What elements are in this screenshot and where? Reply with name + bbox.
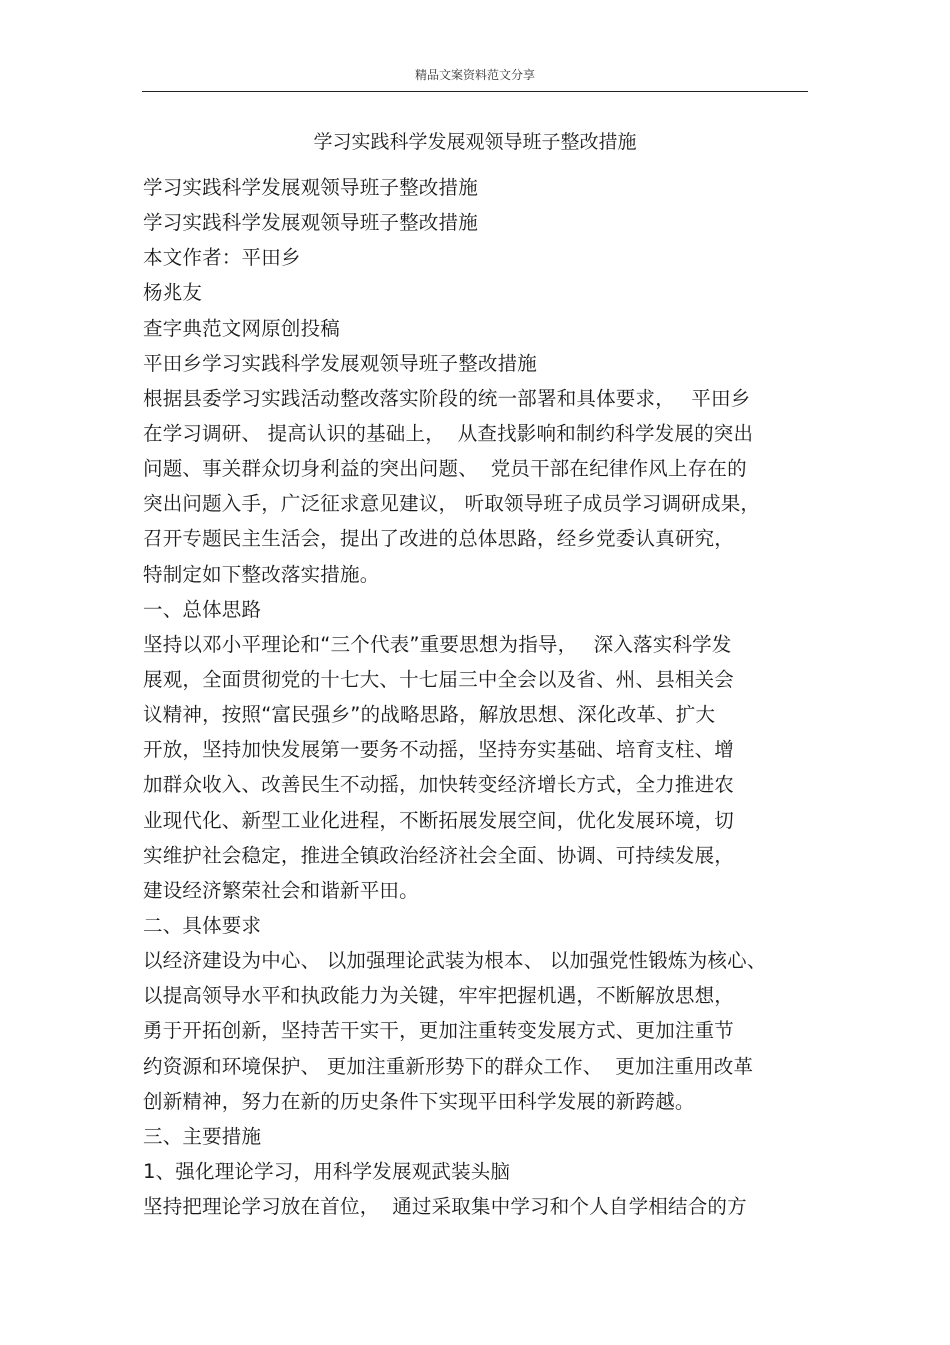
paragraph-line: 建设经济繁荣社会和谐新平田。	[143, 878, 419, 902]
paragraph-line: 根据县委学习实践活动整改落实阶段的统一部署和具体要求， 平田乡	[143, 386, 751, 410]
paragraph-line: 创新精神，努力在新的历史条件下实现平田科学发展的新跨越。	[143, 1089, 695, 1113]
paragraph-line: 加群众收入、改善民生不动摇，加快转变经济增长方式，全力推进农	[143, 773, 735, 797]
page-header: 精品文案资料范文分享	[414, 68, 535, 82]
paragraph-line: 开放，坚持加快发展第一要务不动摇，坚持夯实基础、培育支柱、增	[143, 738, 735, 762]
section-heading: 二、具体要求	[143, 913, 262, 937]
text-line: 平田乡学习实践科学发展观领导班子整改措施	[143, 351, 538, 375]
paragraph-line: 展观，全面贯彻党的十七大、十七届三中全会以及省、州、县相关会	[143, 667, 735, 691]
paragraph-line: 召开专题民主生活会，提出了改进的总体思路，经乡党委认真研究，	[143, 527, 735, 551]
paragraph-line: 约资源和环境保护、 更加注重新形势下的群众工作、 更加注重用改革	[143, 1054, 754, 1078]
author-line: 本文作者：平田乡	[143, 246, 301, 270]
paragraph-line: 实维护社会稳定，推进全镇政治经济社会全面、协调、可持续发展，	[143, 843, 735, 867]
paragraph-line: 在学习调研、 提高认识的基础上， 从查找影响和制约科学发展的突出	[143, 421, 754, 445]
paragraph-line: 勇于开拓创新，坚持苦干实干，更加注重转变发展方式、更加注重节	[143, 1019, 735, 1043]
section-heading: 三、主要措施	[143, 1124, 262, 1148]
paragraph-line: 特制定如下整改落实措施。	[143, 562, 380, 586]
text-line: 学习实践科学发展观领导班子整改措施	[143, 176, 478, 199]
section-heading: 一、总体思路	[143, 597, 262, 621]
document-body	[143, 170, 807, 1224]
paragraph-line: 以经济建设为中心、 以加强理论武装为根本、 以加强党性锻炼为核心、	[143, 949, 767, 973]
paragraph-line: 议精神，按照“富民强乡”的战略思路，解放思想、深化改革、扩大	[143, 703, 716, 727]
paragraph-line: 问题、事关群众切身利益的突出问题、 党员干部在纪律作风上存在的	[143, 457, 747, 481]
subsection-heading: 1、强化理论学习，用科学发展观武装头脑	[143, 1159, 511, 1183]
paragraph-line: 坚持把理论学习放在首位， 通过采取集中学习和个人自学相结合的方	[143, 1195, 747, 1219]
author-name: 杨兆友	[143, 281, 203, 305]
source-line: 查字典范文网原创投稿	[143, 316, 341, 340]
paragraph-line: 突出问题入手，广泛征求意见建议， 听取领导班子成员学习调研成果，	[143, 492, 761, 516]
header-divider	[142, 91, 808, 92]
document-title: 学习实践科学发展观领导班子整改措施	[313, 131, 637, 153]
paragraph-line: 业现代化、新型工业化进程，不断拓展发展空间，优化发展环境，切	[143, 808, 735, 832]
paragraph-line: 以提高领导水平和执政能力为关键，牢牢把握机遇，不断解放思想，	[143, 984, 735, 1008]
text-line: 学习实践科学发展观领导班子整改措施	[143, 211, 478, 235]
paragraph-line: 坚持以邓小平理论和“三个代表”重要思想为指导， 深入落实科学发	[143, 632, 732, 656]
